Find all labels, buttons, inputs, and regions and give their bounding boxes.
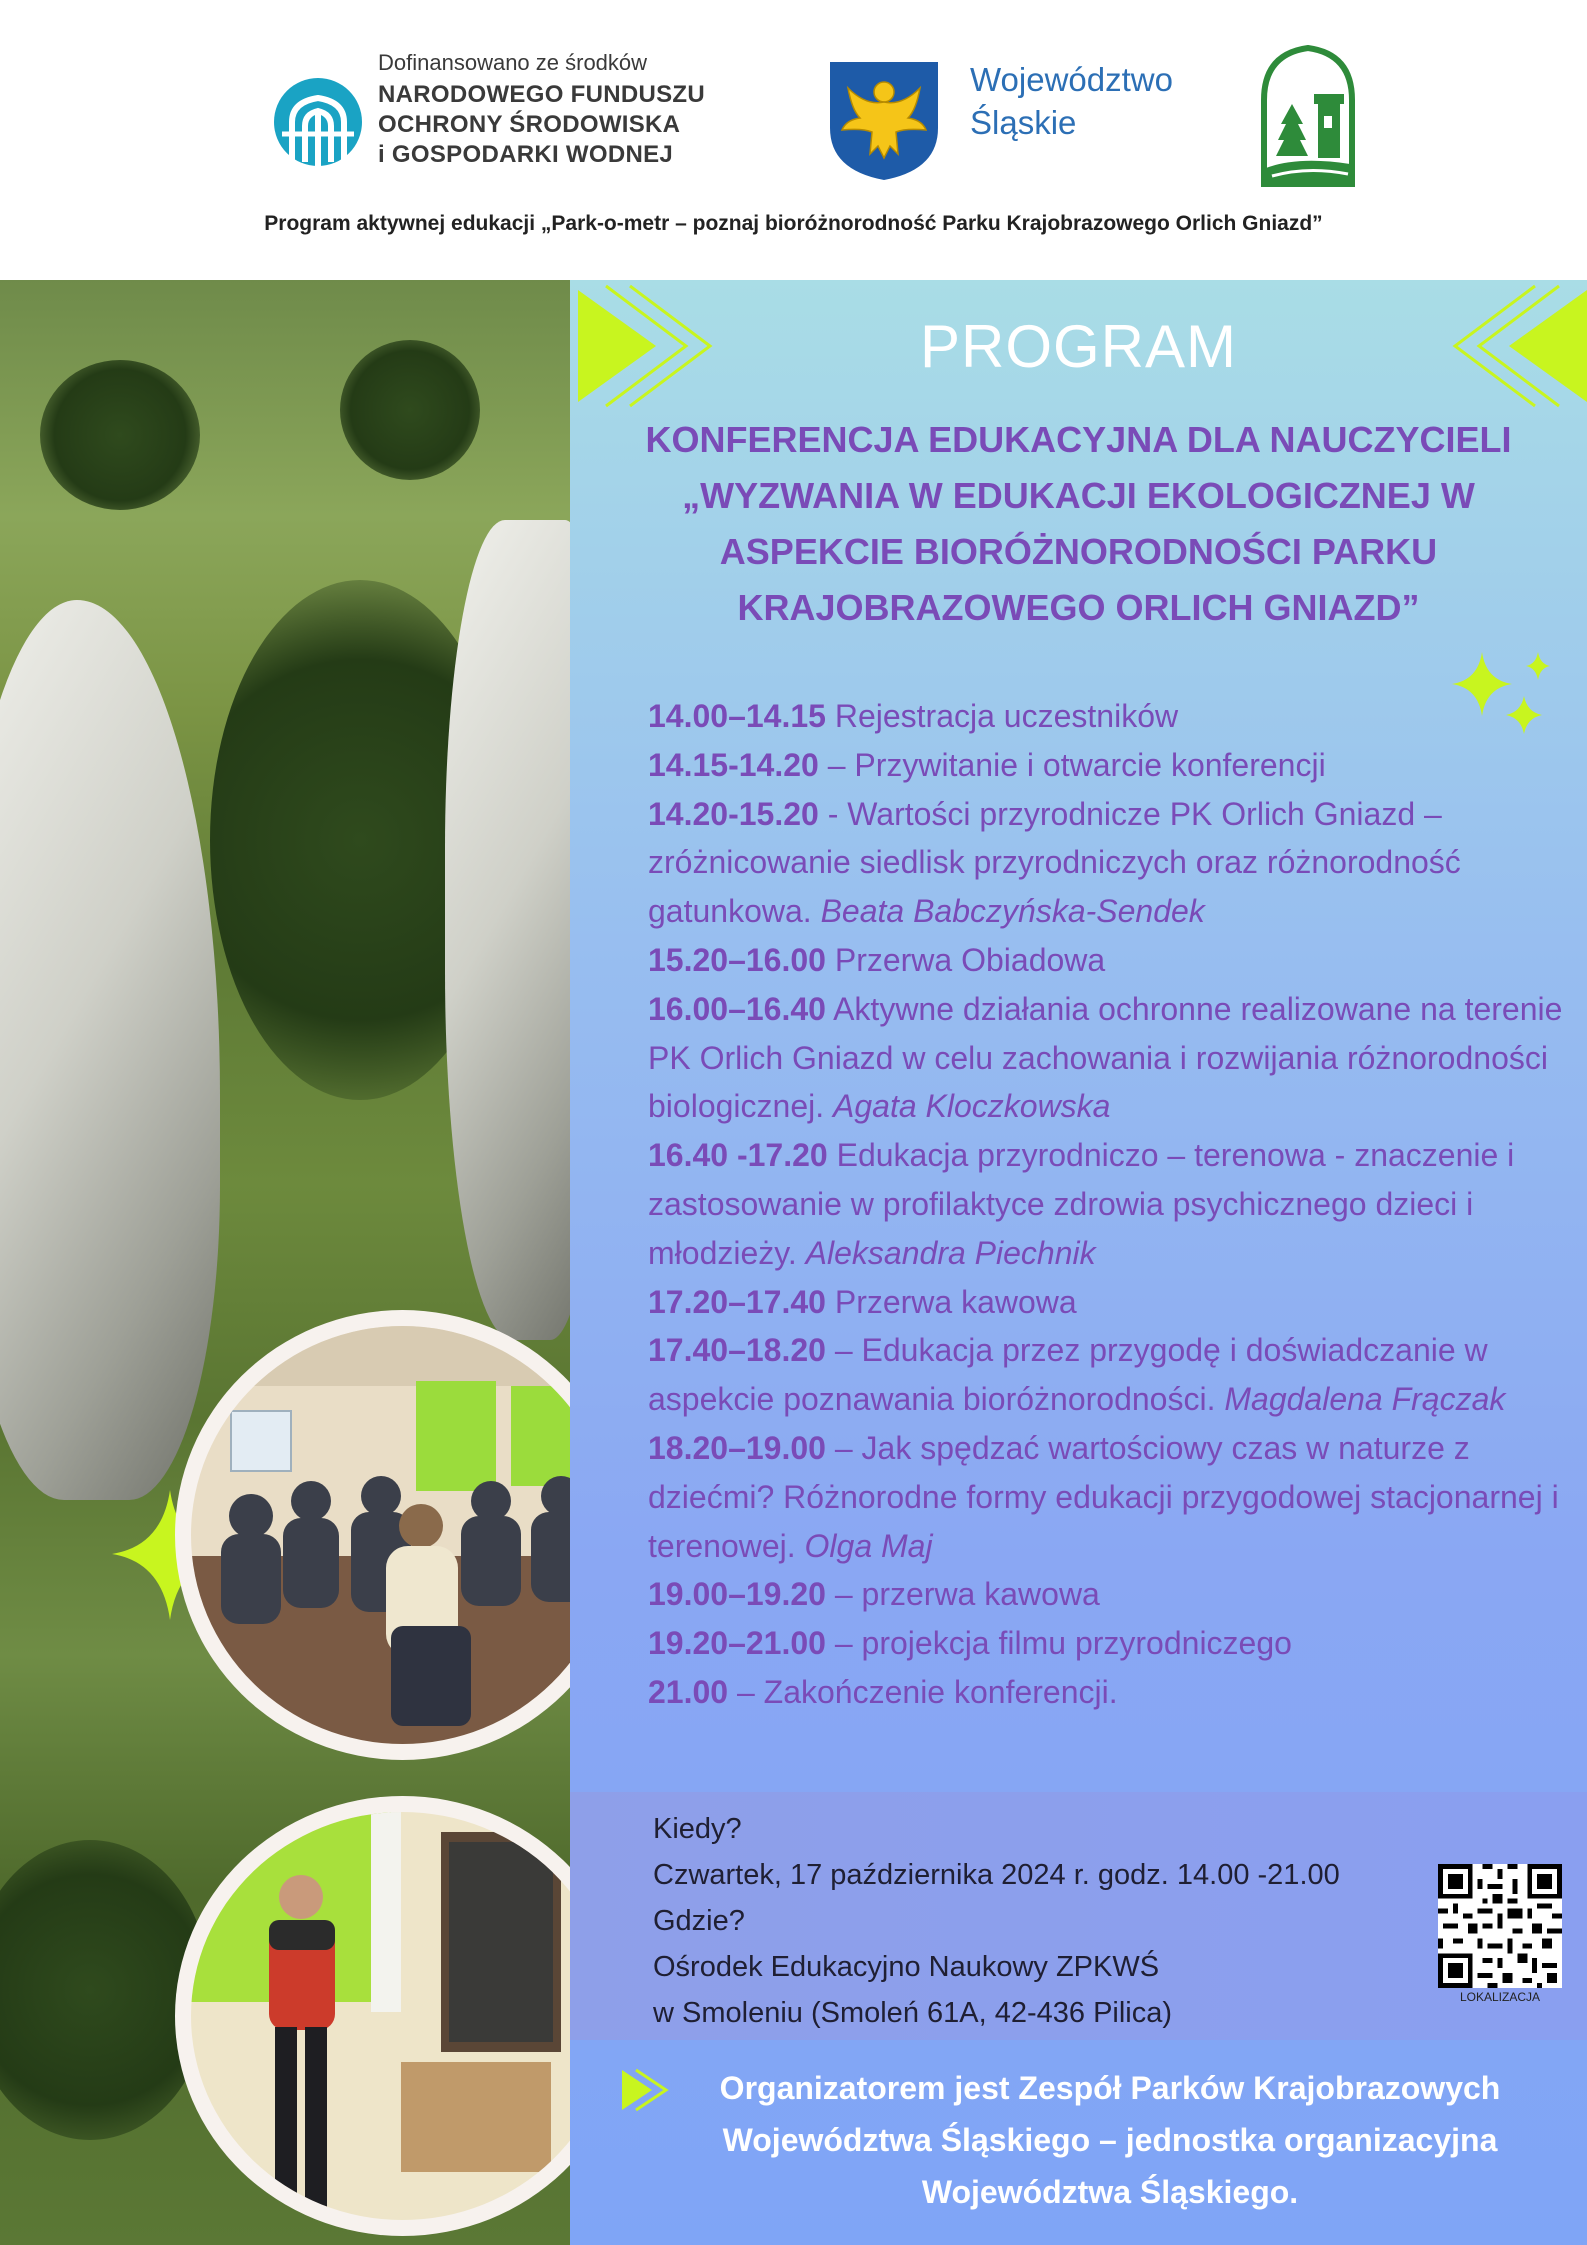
schedule-item	[648, 790, 1568, 936]
schedule-time: 16.40 -17.20	[648, 1137, 828, 1174]
nfos-emblem-icon	[272, 76, 364, 172]
park-logo-icon	[1258, 44, 1358, 195]
limestone-rock	[0, 600, 220, 1500]
event-info-box	[570, 1792, 1587, 2040]
schedule-time: 14.00–14.15	[648, 698, 826, 734]
schedule-time: 19.00–19.20	[648, 1576, 826, 1613]
when-label: Kiedy?	[653, 1813, 742, 1845]
schedule-list	[648, 692, 1568, 1717]
region-name-line: Śląskie	[970, 104, 1077, 141]
schedule-text: Rejestracja uczestników	[825, 698, 1179, 734]
schedule-text: Aktywne działania ochronne realizowane na terenie PK Orlich Gniazd w celu zachowania i rozwijania różnorodności biologicznej.	[648, 990, 1563, 1125]
organizer-line: Województwa Śląskiego – jednostka organizacyjna	[722, 2122, 1498, 2158]
schedule-text: - Wartości przyrodnicze PK Orlich Gniazd – zróżnicowanie siedlisk przyrodniczych oraz różnorodność gatunkowa.	[648, 795, 1461, 930]
header	[0, 0, 1587, 280]
nfos-line: i GOSPODARKI WODNEJ	[378, 141, 674, 168]
schedule-text: – Edukacja przez przygodę i doświadczanie w aspekcie poznawania bioróżnorodności.	[648, 1332, 1488, 1418]
schedule-text: – projekcja filmu przyrodniczego	[825, 1625, 1292, 1662]
organizer-line: Organizatorem jest Zespół Parków Krajobrazowych	[719, 2070, 1501, 2106]
schedule-text: – przerwa kawowa	[825, 1576, 1100, 1613]
schedule-time: 18.20–19.00	[648, 1429, 826, 1466]
schedule-text: – Zakończenie konferencji.	[728, 1673, 1118, 1710]
limestone-rock	[445, 520, 570, 1340]
schedule-item	[648, 936, 1568, 985]
program-panel	[570, 280, 1587, 2245]
header-subtitle: Program aktywnej edukacji „Park-o-metr – poznaj bioróżnorodność Parku Krajobrazowego Orlich Gniazd”	[264, 212, 1323, 235]
schedule-text: Przerwa kawowa	[825, 1283, 1077, 1320]
schedule-item	[648, 741, 1568, 790]
schedule-time: 17.20–17.40	[648, 1283, 826, 1320]
conference-title	[610, 412, 1547, 636]
schedule-text: Przerwa Obiadowa	[825, 941, 1106, 978]
tree-shape	[40, 360, 200, 510]
schedule-speaker: Aleksandra Piechnik	[805, 1234, 1096, 1271]
organizer-line: Województwa Śląskiego.	[921, 2174, 1299, 2210]
where-line: w Smoleniu (Smoleń 61A, 42-436 Pilica)	[653, 1997, 1173, 2029]
conference-title-line: „WYZWANIA W EDUKACJI EKOLOGICZNEJ W	[682, 475, 1475, 516]
photo-speaker-image	[191, 1812, 570, 2220]
program-heading: PROGRAM	[919, 313, 1238, 380]
schedule-speaker: Agata Kloczkowska	[833, 1088, 1111, 1125]
schedule-speaker: Olga Maj	[804, 1527, 933, 1564]
schedule-speaker: Beata Babczyńska-Sendek	[820, 893, 1205, 930]
schedule-item	[648, 1570, 1568, 1619]
schedule-item	[648, 1326, 1568, 1424]
qr-code-icon[interactable]	[1438, 1864, 1562, 1988]
schedule-item	[648, 1424, 1568, 1570]
event-info-lines	[653, 1806, 1340, 2036]
qr-label: LOKALIZACJA	[1459, 1990, 1541, 2004]
schedule-time: 19.20–21.00	[648, 1625, 826, 1662]
where-label: Gdzie?	[653, 1905, 745, 1937]
nfos-line: Dofinansowano ze środków	[378, 50, 648, 75]
schedule-item	[648, 1668, 1568, 1717]
nfos-text	[378, 50, 705, 170]
schedule-speaker: Magdalena Frączak	[1224, 1381, 1506, 1418]
schedule-item	[648, 985, 1568, 1131]
region-name	[970, 58, 1173, 144]
where-line: Ośrodek Edukacyjno Naukowy ZPKWŚ	[653, 1951, 1160, 1983]
conference-title-line: ASPEKCIE BIORÓŻNORODNOŚCI PARKU	[719, 531, 1438, 572]
silesia-crest-icon	[826, 58, 942, 187]
organizer-footer	[570, 2040, 1587, 2245]
schedule-time: 14.15-14.20	[648, 746, 819, 783]
photo-speaker	[175, 1796, 570, 2236]
when-value: Czwartek, 17 października 2024 r. godz. 14.00 -21.00	[653, 1859, 1340, 1891]
schedule-time: 14.20-15.20	[648, 795, 819, 832]
schedule-time: 16.00–16.40	[648, 990, 826, 1027]
nfos-line: NARODOWEGO FUNDUSZU	[378, 81, 706, 108]
schedule-time: 17.40–18.20	[648, 1332, 826, 1369]
conference-title-line: KRAJOBRAZOWEGO ORLICH GNIAZD”	[737, 587, 1420, 628]
schedule-text: Edukacja przyrodniczo – terenowa - znaczenie i zastosowanie w profilaktyce zdrowia psychicznego dzieci i młodzieży.	[648, 1137, 1515, 1271]
photo-conference-audience	[175, 1310, 570, 1760]
schedule-text: – Jak spędzać wartościowy czas w naturze z dziećmi? Różnorodne formy edukacji przygodowej stacjonarnej i terenowej.	[648, 1429, 1559, 1564]
schedule-time: 15.20–16.00	[648, 941, 826, 978]
nfos-line: OCHRONY ŚRODOWISKA	[378, 111, 681, 138]
region-name-line: Województwo	[970, 61, 1173, 98]
organizer-text	[640, 2062, 1580, 2218]
schedule-item	[648, 1619, 1568, 1668]
schedule-time: 21.00	[648, 1673, 729, 1710]
nfos-logo	[272, 50, 712, 180]
photo-conference-audience-image	[191, 1326, 570, 1744]
schedule-item	[648, 1278, 1568, 1327]
conference-title-line: KONFERENCJA EDUKACYJNA DLA NAUCZYCIELI	[645, 419, 1512, 460]
landscape-photo	[0, 280, 570, 2245]
schedule-text: – Przywitanie i otwarcie konferencji	[818, 746, 1326, 783]
tree-shape	[340, 340, 480, 480]
schedule-item	[648, 692, 1568, 741]
schedule-item	[648, 1131, 1568, 1277]
